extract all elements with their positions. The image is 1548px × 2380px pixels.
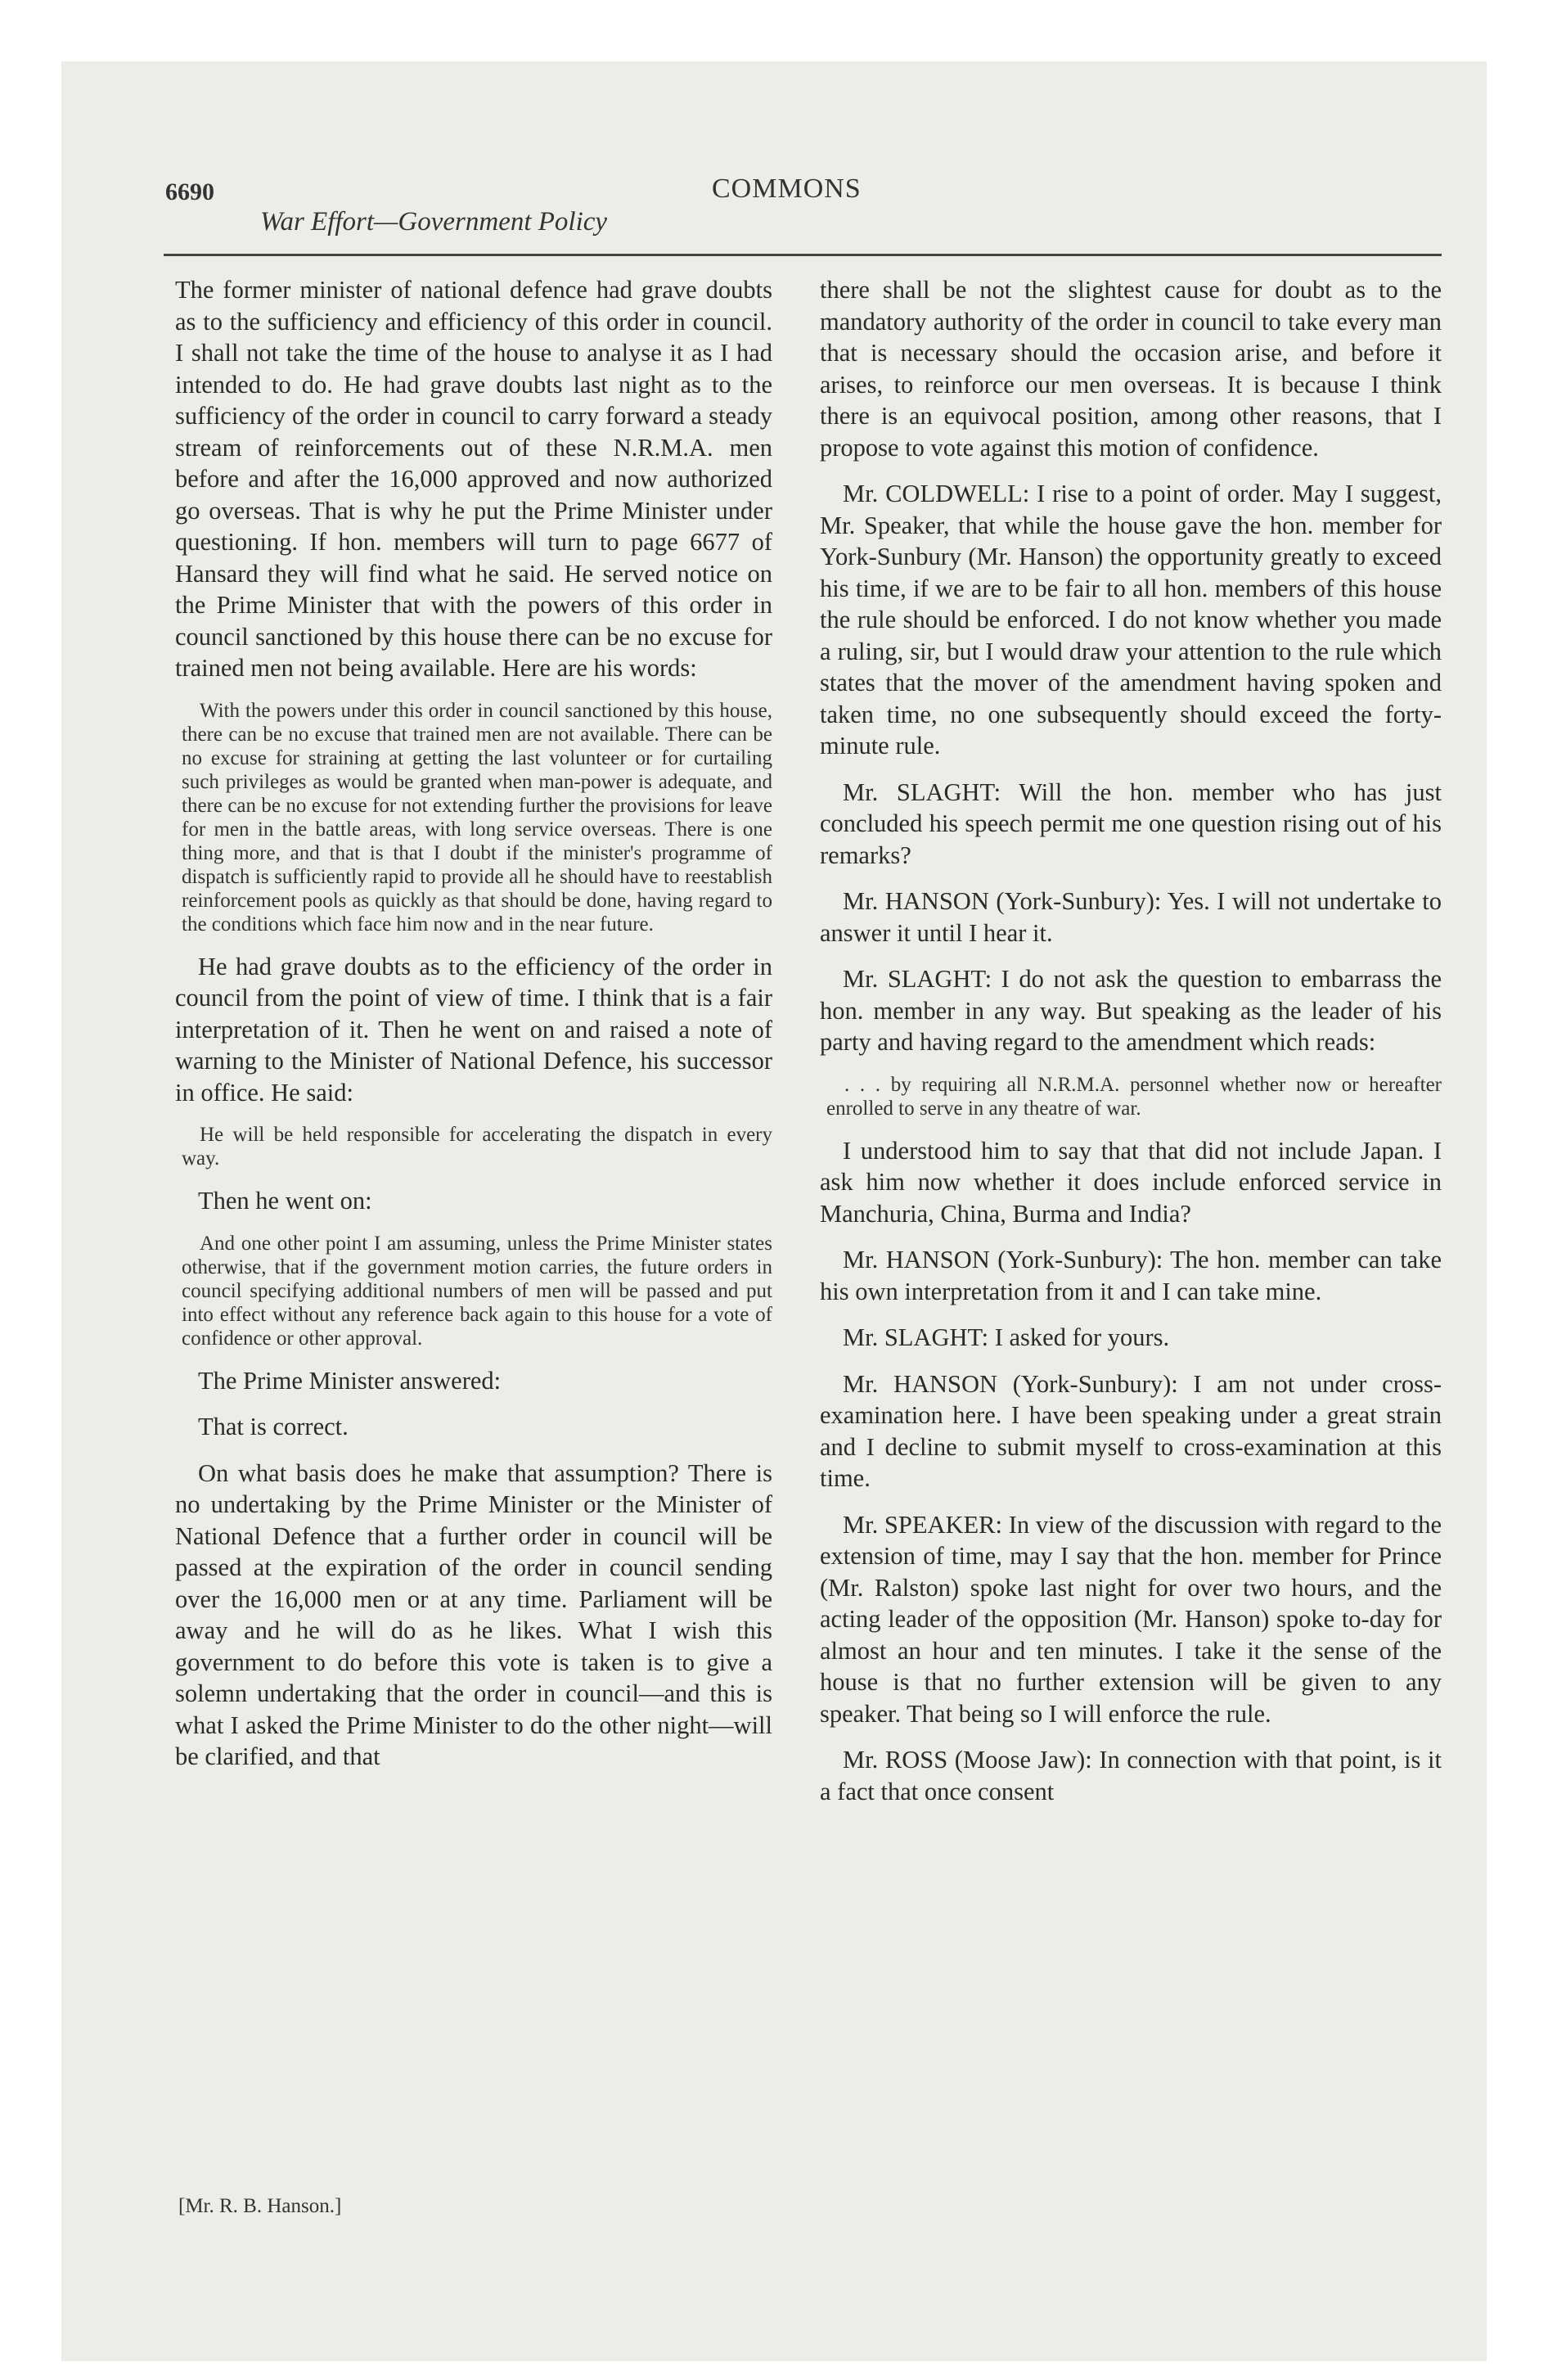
paragraph: Mr. ROSS (Moose Jaw): In connection with that point, is it a fact that once consent	[820, 1746, 1442, 1805]
paragraph: there shall be not the slightest cause for doubt as to the mandatory authority of the order in council to take every man that is necessary should the occasion arise, and before it arises, to reinforce our men overseas. It is because I think there is an equivocal position, among other reasons, that I propose to vote against this motion of confidence.	[820, 276, 1442, 462]
running-head: COMMONS	[712, 174, 862, 204]
paragraph: Mr. COLDWELL: I rise to a point of order. May I suggest, Mr. Speaker, that while the house gave the hon. member for York-Sunbury (Mr. Hanson) the opportunity greatly to exceed his time, if we are to be fair to all hon. members of this house the rule should be enforced. I do not know whether you made a ruling, sir, but I would draw your attention to the rule which states that the mover of the amendment having spoken and taken time, no one subsequently should exceed the forty-minute rule.	[820, 480, 1442, 760]
page-number: 6690	[165, 178, 214, 205]
paragraph: On what basis does he make that assumption? There is no undertaking by the Prime Minister or the Minister of National Defence that a further order in council will be passed at the expiration of the order in council sending over the 16,000 men or at any time. Parliament will be away and he will do as he likes. What I wish this government to do before this vote is taken is to give a solemn undertaking that the order in council—and this is what I asked the Prime Minister to do the other night—will be clarified, and that	[175, 1458, 772, 1770]
paragraph: Mr. SLAGHT: I do not ask the question to embarrass the hon. member in any way. But speaking as the leader of his party and having regard to the amendment which reads:	[820, 965, 1442, 1056]
paragraph: Mr. SLAGHT: I asked for yours.	[843, 1323, 1170, 1351]
paragraph: That is correct.	[198, 1413, 349, 1440]
paragraph: He had grave doubts as to the efficiency of the order in council from the point of view of time. I think that is a fair interpretation of it. Then he went on and raised a note of warning to the Minister of National Defence, his successor in office. He said:	[175, 952, 772, 1107]
paragraph: Mr. HANSON (York-Sunbury): The hon. member can take his own interpretation from it and I can take mine.	[820, 1246, 1442, 1305]
quoted-passage: . . . by requiring all N.R.M.A. personnel whether now or hereafter enrolled to serve in any theatre of war.	[826, 1073, 1442, 1120]
quoted-passage: And one other point I am assuming, unless the Prime Minister states otherwise, that if the government motion carries, the future orders in council specifying additional numbers of men will be passed and put into effect without any reference back again to this house for a vote of confidence or other approval.	[182, 1232, 772, 1350]
paragraph: Mr. SLAGHT: Will the hon. member who has just concluded his speech permit me one question rising out of his remarks?	[820, 778, 1442, 869]
header-rule	[164, 254, 1442, 256]
paragraph: Mr. HANSON (York-Sunbury): Yes. I will not undertake to answer it until I hear it.	[820, 887, 1442, 947]
right-column	[820, 274, 1442, 1822]
quoted-passage: He will be held responsible for accelerating the dispatch in every way.	[182, 1124, 772, 1170]
paragraph: The former minister of national defence had grave doubts as to the sufficiency and efficiency of this order in council. I shall not take the time of the house to analyse it as I had intended to do. He had grave doubts last night as to the sufficiency of the order in council to carry forward a steady stream of reinforcements out of these N.R.M.A. men before and after the 16,000 approved and now authorized go overseas. That is why he put the Prime Minister under questioning. If hon. members will turn to page 6677 of Hansard they will find what he said. He served notice on the Prime Minister that with the powers of this order in council sanctioned by this house there can be no excuse for trained men not being available. Here are his words:	[175, 276, 772, 682]
left-column	[175, 274, 772, 1787]
quoted-passage: With the powers under this order in council sanctioned by this house, there can be no excuse that trained men are not available. There can be no excuse for straining at getting the last volunteer or for curtailing such privileges as would be granted when man-power is adequate, and there can be no excuse for not extending further the provisions for leave for men in the battle areas, with long service overseas. There is one thing more, and that is that I doubt if the minister's programme of dispatch is sufficiently rapid to provide all he should have to reestablish reinforcement pools as quickly as that should be done, having regard to the conditions which face him now and in the near future.	[182, 699, 772, 935]
paragraph: Mr. HANSON (York-Sunbury): I am not under cross-examination here. I have been speaking under a great strain and I decline to submit myself to cross-examination at this time.	[820, 1369, 1442, 1492]
paragraph: Mr. SPEAKER: In view of the discussion with regard to the extension of time, may I say that the hon. member for Prince (Mr. Ralston) spoke last night for over two hours, and the acting leader of the opposition (Mr. Hanson) spoke to-day for almost an hour and ten minutes. I take it the sense of the house is that no further extension will be given to any speaker. That being so I will enforce the rule.	[820, 1510, 1442, 1728]
section-title: War Effort—Government Policy	[260, 207, 608, 237]
paragraph: The Prime Minister answered:	[198, 1366, 502, 1395]
paragraph: I understood him to say that that did not include Japan. I ask him now whether it does include enforced service in Manchuria, China, Burma and India?	[820, 1136, 1442, 1228]
speaker-attribution: [Mr. R. B. Hanson.]	[178, 2195, 342, 2217]
paragraph: Then he went on:	[198, 1187, 372, 1215]
